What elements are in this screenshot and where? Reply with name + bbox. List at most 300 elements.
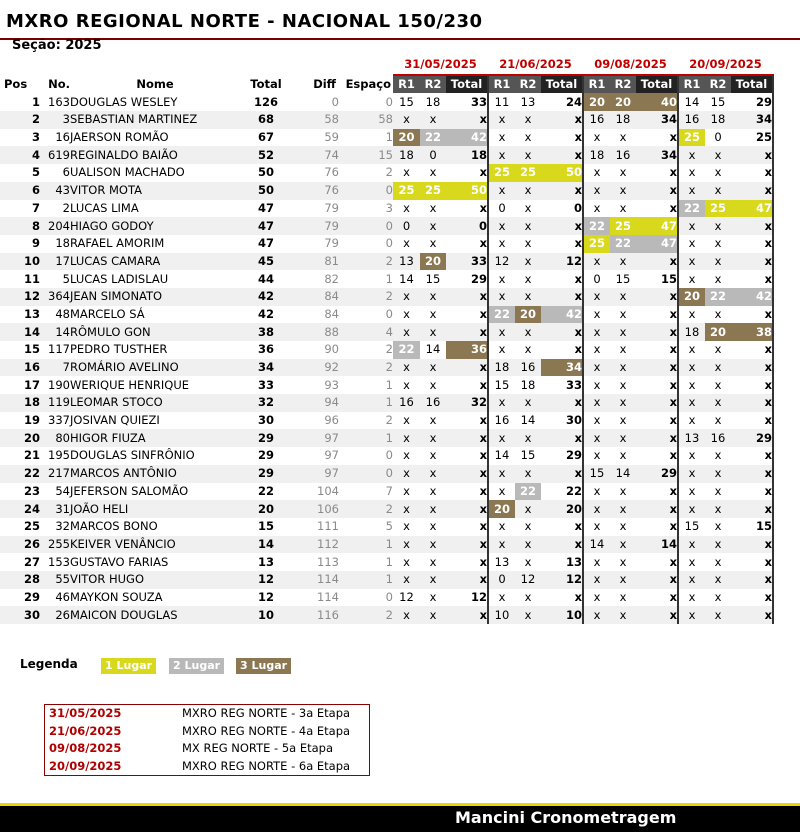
round-total-cell: 0 — [541, 200, 583, 218]
round-total-cell: x — [446, 412, 488, 430]
round-total-cell: 50 — [541, 164, 583, 182]
event-date: 21/06/2025 — [49, 723, 122, 738]
round-r1-cell: x — [393, 465, 420, 483]
rider-name: LUCAS LADISLAU — [70, 271, 169, 286]
round-total-cell: x — [446, 447, 488, 465]
round-total-cell: x — [541, 429, 583, 447]
rider-diff: 116 — [292, 606, 339, 624]
event-date: 31/05/2025 — [49, 706, 122, 720]
rider-diff: 59 — [324, 130, 339, 145]
round-total-cell: x — [636, 288, 678, 306]
table-row — [0, 376, 773, 394]
round-total-cell: 13 — [541, 553, 583, 571]
rider-total: 50 — [257, 165, 274, 180]
rider-diff: 74 — [292, 146, 339, 164]
round-r1-cell: 20 — [678, 288, 705, 306]
rider-name: MARCOS BONO — [70, 519, 158, 534]
rider-number: 54 — [55, 483, 70, 498]
round-r2-cell: x — [524, 130, 532, 145]
rider-name: UALISON MACHADO — [70, 165, 185, 180]
table-row — [0, 270, 773, 288]
rider-space: 0 — [339, 465, 393, 483]
round-r1-cell: x — [498, 342, 506, 357]
footer-bar — [0, 803, 800, 832]
round-total-cell: 36 — [446, 341, 488, 359]
rider-space: 0 — [385, 589, 393, 604]
rider-number: 80 — [40, 429, 70, 447]
rider-number: 17 — [40, 253, 70, 271]
round-total-cell: 47 — [731, 200, 773, 218]
rider-number: 153 — [48, 554, 70, 569]
event-row — [45, 705, 369, 723]
round-r2-cell: x — [429, 306, 437, 321]
rider-position: 7 — [31, 200, 40, 215]
rider-name: PEDRO TUSTHER — [70, 342, 168, 357]
round-r2-cell: x — [420, 500, 446, 518]
round-total-cell: 33 — [446, 253, 488, 271]
col-space: Espaço — [345, 76, 391, 91]
round-total-cell: x — [731, 412, 773, 430]
round-r2-cell: x — [515, 217, 541, 235]
table-row — [0, 253, 773, 271]
round-r2-cell: x — [619, 165, 627, 180]
round-total-cell: 18 — [446, 146, 488, 164]
rider-diff: 82 — [324, 271, 339, 286]
round-total-cell: x — [636, 253, 678, 271]
round-total-cell: x — [731, 500, 773, 518]
round-r1-cell: 18 — [678, 323, 705, 341]
round-r2-cell: x — [619, 200, 627, 215]
round-r1-cell: x — [488, 182, 515, 200]
round-total-cell: 20 — [541, 500, 583, 518]
rider-name: LUCAS LIMA — [70, 200, 139, 215]
round-r1-cell: 13 — [393, 253, 420, 271]
rider-number: 55 — [40, 571, 70, 589]
rider-number: 217 — [40, 465, 70, 483]
round-r1-cell: 18 — [488, 359, 515, 377]
round-r1-cell: x — [403, 554, 410, 569]
rider-position: 2 — [0, 111, 40, 129]
rider-diff: 92 — [292, 359, 339, 377]
round-total-cell: x — [541, 288, 583, 306]
rider-position: 11 — [23, 271, 40, 286]
round-r1-cell: x — [688, 342, 696, 357]
rider-total: 20 — [240, 500, 292, 518]
round-date: 20/09/2025 — [678, 56, 773, 75]
rider-total: 47 — [240, 217, 292, 235]
round-r1-cell: 20 — [583, 93, 610, 111]
round-total-cell: x — [731, 359, 773, 377]
round-r2-cell: x — [705, 253, 731, 271]
rider-name: HIGOR FIUZA — [70, 429, 240, 447]
round-r2-cell: x — [429, 236, 437, 251]
round-total-cell: x — [446, 200, 488, 218]
round-r1-cell: x — [403, 236, 410, 251]
round-r1-cell: x — [688, 165, 696, 180]
rider-total: 50 — [240, 182, 292, 200]
round-total-cell: x — [731, 164, 773, 182]
round-r1-cell: 25 — [488, 164, 515, 182]
rider-number: 16 — [55, 130, 70, 145]
round-r2-cell: x — [619, 306, 627, 321]
rider-total: 67 — [257, 130, 274, 145]
round-total-cell: x — [636, 306, 678, 324]
round-r1-cell: x — [393, 500, 420, 518]
round-r1-cell: x — [488, 288, 515, 306]
table-row — [0, 129, 773, 147]
round-r2-cell: x — [429, 200, 437, 215]
round-r2-cell: x — [420, 217, 446, 235]
round-total-cell: x — [636, 571, 678, 589]
table-row — [0, 182, 773, 200]
round-r2-cell: 15 — [520, 448, 536, 463]
round-r2-cell: x — [429, 413, 437, 428]
table-row — [0, 288, 773, 306]
legend-first-place: 1 Lugar — [101, 658, 156, 674]
rider-position: 6 — [0, 182, 40, 200]
round-date: 31/05/2025 — [393, 56, 488, 75]
rider-position: 22 — [0, 465, 40, 483]
round-total-cell: x — [636, 589, 678, 607]
round-total-cell: x — [446, 465, 488, 483]
rider-diff: 81 — [292, 253, 339, 271]
rider-name: REGINALDO BAIÃO — [70, 146, 240, 164]
round-total-cell: x — [731, 465, 773, 483]
round-total-cell: 24 — [541, 93, 583, 111]
col-r2: R2 — [420, 75, 446, 94]
round-r1-cell: x — [688, 306, 696, 321]
rider-position: 19 — [23, 413, 40, 428]
round-total-cell: x — [636, 323, 678, 341]
round-r1-cell: 15 — [684, 519, 700, 534]
table-row — [0, 412, 773, 430]
rider-position: 18 — [0, 394, 40, 412]
rider-space: 0 — [385, 448, 393, 463]
round-total-cell: x — [446, 306, 488, 324]
round-total-cell: x — [731, 394, 773, 412]
rider-name: JEAN SIMONATO — [70, 288, 240, 306]
round-r1-cell: 22 — [678, 200, 705, 218]
round-total-cell: x — [636, 412, 678, 430]
rider-diff: 79 — [324, 236, 339, 251]
table-row — [0, 200, 773, 218]
rider-space: 1 — [339, 571, 393, 589]
round-total-cell: x — [446, 111, 488, 129]
table-row — [0, 146, 773, 164]
round-r2-cell: 13 — [520, 94, 536, 109]
rider-space: 15 — [339, 146, 393, 164]
round-r1-cell: x — [583, 571, 610, 589]
rider-total: 29 — [257, 448, 274, 463]
rider-position: 12 — [0, 288, 40, 306]
round-r2-cell: x — [429, 377, 437, 392]
rider-name: LUCAS CAMARA — [70, 253, 240, 271]
round-r2-cell: x — [714, 448, 722, 463]
round-r2-cell: x — [619, 413, 627, 428]
page-title: MXRO REGIONAL NORTE - NACIONAL 150/230 — [6, 11, 483, 32]
round-total-cell: x — [541, 341, 583, 359]
rider-position: 14 — [0, 323, 40, 341]
round-r2-cell: x — [429, 483, 437, 498]
rider-diff: 114 — [317, 589, 339, 604]
round-total-cell: x — [731, 553, 773, 571]
rider-space: 1 — [385, 377, 393, 392]
round-r1-cell: 0 — [498, 200, 506, 215]
events-list — [44, 704, 370, 776]
round-r2-cell: x — [420, 288, 446, 306]
round-r1-cell: x — [393, 536, 420, 554]
table-row — [0, 447, 773, 465]
round-total-cell: x — [731, 376, 773, 394]
rider-number: 204 — [40, 217, 70, 235]
round-r1-cell: x — [583, 500, 610, 518]
rider-total: 42 — [240, 288, 292, 306]
round-r1-cell: x — [403, 483, 410, 498]
round-total-cell: 14 — [636, 536, 678, 554]
round-r2-cell: x — [420, 429, 446, 447]
rider-number: 31 — [40, 500, 70, 518]
rider-number: 3 — [40, 111, 70, 129]
round-r1-cell: 14 — [583, 536, 610, 554]
round-r1-cell: x — [488, 217, 515, 235]
round-r1-cell: x — [593, 165, 601, 180]
round-total-cell: x — [731, 253, 773, 271]
round-total-cell: x — [541, 217, 583, 235]
round-r2-cell: x — [515, 182, 541, 200]
round-r2-cell: x — [429, 519, 437, 534]
round-r2-cell: 22 — [420, 129, 446, 147]
round-r2-cell: x — [524, 236, 532, 251]
round-total-cell: x — [446, 536, 488, 554]
rider-position: 28 — [0, 571, 40, 589]
round-total-cell: x — [636, 553, 678, 571]
table-row — [0, 93, 773, 111]
round-r2-cell: 16 — [515, 359, 541, 377]
round-total-cell: 50 — [446, 182, 488, 200]
round-total-cell: x — [731, 589, 773, 607]
rider-name: VITOR MOTA — [70, 182, 240, 200]
col-r1: R1 — [393, 75, 420, 94]
round-r1-cell: x — [678, 146, 705, 164]
rider-number: 18 — [55, 236, 70, 251]
rider-space: 2 — [385, 342, 393, 357]
round-total-cell: x — [731, 536, 773, 554]
round-r2-cell: x — [619, 483, 627, 498]
round-r2-cell: x — [429, 589, 437, 604]
rider-diff: 104 — [317, 483, 339, 498]
round-r1-cell: 22 — [488, 306, 515, 324]
round-r2-cell: 20 — [420, 253, 446, 271]
round-date: 21/06/2025 — [488, 56, 583, 75]
rider-name: RAFAEL AMORIM — [70, 236, 165, 251]
legend-second-place: 2 Lugar — [169, 658, 224, 674]
round-r1-cell: x — [688, 589, 696, 604]
rider-number: 48 — [55, 306, 70, 321]
rider-total: 38 — [240, 323, 292, 341]
round-r1-cell: 16 — [393, 394, 420, 412]
round-r1-cell: x — [403, 377, 410, 392]
round-r1-cell: 14 — [399, 271, 414, 286]
rider-name: WERIQUE HENRIQUE — [70, 377, 190, 392]
round-r2-cell: 22 — [515, 483, 541, 501]
round-r1-cell: 0 — [488, 571, 515, 589]
round-r1-cell: x — [393, 323, 420, 341]
rider-diff: 88 — [292, 323, 339, 341]
rider-diff: 111 — [317, 519, 339, 534]
rider-number: 364 — [40, 288, 70, 306]
rider-total: 13 — [257, 554, 274, 569]
round-total-cell: 10 — [541, 606, 583, 624]
season-label: Seção: 2025 — [12, 38, 102, 53]
round-r2-cell: x — [524, 271, 532, 286]
round-total-cell: x — [636, 429, 678, 447]
round-r1-cell: x — [488, 394, 515, 412]
rider-position: 26 — [0, 536, 40, 554]
round-total-cell: 42 — [731, 288, 773, 306]
round-r2-cell: x — [524, 519, 532, 534]
rider-space: 1 — [339, 536, 393, 554]
round-r2-cell: 16 — [705, 429, 731, 447]
round-r1-cell: x — [688, 377, 696, 392]
round-r2-cell: x — [610, 323, 636, 341]
round-total-cell: 29 — [731, 93, 773, 111]
round-r1-cell: x — [593, 589, 601, 604]
round-r2-cell: x — [705, 571, 731, 589]
round-r2-cell: 25 — [610, 217, 636, 235]
round-total-cell: 32 — [446, 394, 488, 412]
round-r2-cell: x — [619, 448, 627, 463]
rider-position: 23 — [23, 483, 40, 498]
rider-diff: 90 — [324, 342, 339, 357]
rider-space: 2 — [339, 253, 393, 271]
rider-total: 10 — [240, 606, 292, 624]
round-r2-cell: 12 — [515, 571, 541, 589]
round-r1-cell: x — [678, 536, 705, 554]
round-total-cell: 40 — [636, 93, 678, 111]
col-r1: R1 — [583, 75, 610, 94]
round-r1-cell: 11 — [494, 94, 510, 109]
rider-diff: 93 — [324, 377, 339, 392]
rider-space: 0 — [339, 217, 393, 235]
round-total-cell: x — [731, 341, 773, 359]
round-r2-cell: x — [515, 500, 541, 518]
rider-number: 14 — [40, 323, 70, 341]
rider-total: 29 — [240, 465, 292, 483]
rider-space: 0 — [385, 94, 393, 109]
round-r2-cell: x — [515, 111, 541, 129]
round-total-cell: 30 — [541, 412, 583, 430]
round-r2-cell: 15 — [425, 271, 441, 286]
round-r2-cell: x — [515, 429, 541, 447]
rider-name: LEOMAR STOCO — [70, 394, 240, 412]
rider-diff: 79 — [292, 217, 339, 235]
col-round-total: Total — [446, 75, 488, 94]
table-row — [0, 589, 773, 607]
round-r1-cell: 0 — [593, 271, 601, 286]
round-r2-cell: x — [610, 182, 636, 200]
round-total-cell: x — [636, 394, 678, 412]
rider-diff: 58 — [292, 111, 339, 129]
rider-space: 2 — [339, 606, 393, 624]
round-r1-cell: 0 — [393, 217, 420, 235]
round-r1-cell: 14 — [494, 448, 510, 463]
rider-position: 30 — [0, 606, 40, 624]
round-r1-cell: x — [583, 182, 610, 200]
rider-number: 190 — [48, 377, 70, 392]
round-total-cell: x — [636, 341, 678, 359]
rider-number: 163 — [48, 94, 70, 109]
round-r1-cell: 25 — [583, 235, 610, 253]
round-r2-cell: 15 — [615, 271, 631, 286]
round-r2-cell: x — [619, 519, 627, 534]
column-header-row — [0, 75, 773, 94]
round-total-cell: x — [446, 376, 488, 394]
round-r1-cell: x — [488, 146, 515, 164]
round-total-cell: 29 — [541, 447, 583, 465]
round-r2-cell: x — [714, 165, 722, 180]
rider-position: 17 — [23, 377, 40, 392]
round-r2-cell: x — [429, 165, 437, 180]
col-no: No. — [48, 76, 70, 91]
table-row — [0, 518, 773, 536]
rider-total: 32 — [240, 394, 292, 412]
rider-space: 5 — [385, 519, 393, 534]
round-total-cell: x — [731, 235, 773, 253]
round-total-cell: x — [446, 429, 488, 447]
rider-position: 25 — [23, 519, 40, 534]
round-r1-cell: 18 — [583, 146, 610, 164]
round-r2-cell: x — [619, 130, 627, 145]
col-name: Nome — [136, 76, 174, 91]
round-r1-cell: x — [688, 448, 696, 463]
round-r1-cell: 25 — [393, 182, 420, 200]
round-r2-cell: x — [714, 483, 722, 498]
rider-position: 10 — [0, 253, 40, 271]
round-r1-cell: 16 — [678, 111, 705, 129]
rider-position: 20 — [0, 429, 40, 447]
rider-name: VITOR HUGO — [70, 571, 240, 589]
round-r2-cell: x — [714, 519, 722, 534]
rider-space: 58 — [339, 111, 393, 129]
round-r1-cell: x — [583, 253, 610, 271]
round-r2-cell: 14 — [425, 342, 441, 357]
round-total-cell: x — [446, 288, 488, 306]
round-r1-cell: x — [488, 465, 515, 483]
round-r1-cell: x — [393, 111, 420, 129]
col-diff: Diff — [313, 76, 336, 91]
round-total-cell: x — [446, 483, 488, 501]
event-date: 20/09/2025 — [49, 758, 122, 773]
rider-number: 6 — [62, 165, 70, 180]
col-pos: Pos — [4, 76, 28, 91]
round-total-cell: x — [636, 164, 678, 182]
round-r1-cell: x — [688, 236, 696, 251]
round-total-cell: 47 — [636, 217, 678, 235]
round-r1-cell: x — [488, 111, 515, 129]
rider-diff: 0 — [331, 94, 339, 109]
rider-position: 15 — [23, 342, 40, 357]
round-total-cell: x — [636, 182, 678, 200]
rider-name: RÔMULO GON — [70, 323, 240, 341]
round-total-cell: 25 — [731, 129, 773, 147]
event-name: MXRO REG NORTE - 3a Etapa — [182, 706, 351, 720]
rider-diff: 114 — [292, 571, 339, 589]
rider-total: 12 — [257, 589, 274, 604]
round-r2-cell: x — [714, 413, 722, 428]
round-r2-cell: x — [420, 536, 446, 554]
round-r2-cell: 16 — [420, 394, 446, 412]
round-total-cell: x — [636, 129, 678, 147]
